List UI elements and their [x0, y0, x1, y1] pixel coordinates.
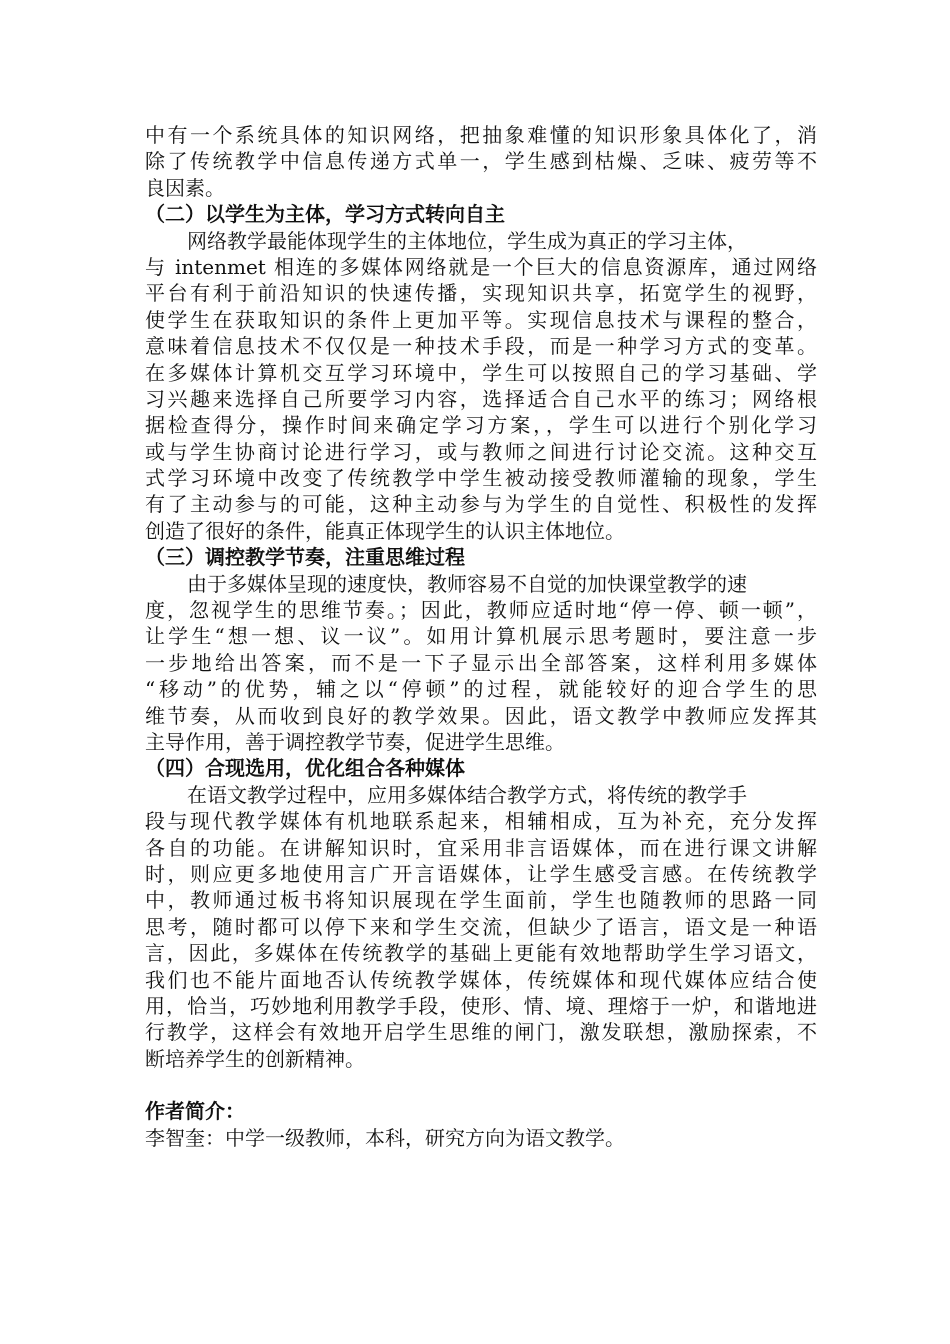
- paragraph-line: 各自的功能。在讲解知识时，宜采用非言语媒体，而在进行课文讲解: [145, 835, 817, 860]
- paragraph-line: 一步地给出答案，而不是一下子显示出全部答案，这样利用多媒体: [145, 650, 817, 675]
- paragraph-line: 维节奏，从而收到良好的教学效果。因此，语文教学中教师应发挥其: [145, 703, 817, 728]
- paragraph-line: 使学生在获取知识的条件上更加平等。实现信息技术与课程的整合，: [145, 307, 817, 332]
- section-4: [145, 755, 817, 1072]
- paragraph-line: 平台有利于前沿知识的快速传播，实现知识共享，拓宽学生的视野，: [145, 281, 817, 306]
- paragraph-line: 有了主动参与的可能，这种主动参与为学生的自觉性、积极性的发挥: [145, 492, 817, 517]
- paragraph-line: 时，则应更多地使用言广开言语媒体，让学生感受言感。在传统教学: [145, 861, 817, 886]
- paragraph-line: 行教学，这样会有效地开启学生思维的闸门，激发联想，激励探索，不: [145, 1020, 817, 1045]
- paragraph-line: 网络教学最能体现学生的主体地位，学生成为真正的学习主体，: [187, 228, 747, 253]
- paragraph-line: 式学习环境中改变了传统教学中学生被动接受教师灌输的现象，学生: [145, 466, 817, 491]
- paragraph-line: 度，忽视学生的思维节奏。；因此，教师应适时地“停一停、顿一顿”，: [145, 598, 817, 623]
- paragraph-line: 用，恰当，巧妙地利用教学手段，使形、情、境、理熔于一炉，和谐地进: [145, 993, 817, 1018]
- paragraph-line: 段与现代教学媒体有机地联系起来，相辅相成，互为补充，充分发挥: [145, 809, 817, 834]
- section-heading: （四）合现选用，优化组合各种媒体: [145, 756, 465, 781]
- section-2: [145, 201, 817, 544]
- paragraph-line: 断培养学生的创新精神。: [145, 1046, 365, 1071]
- document-page: [145, 122, 817, 1151]
- paragraph-line: 让学生“想一想、议一议”。如用计算机展示思考题时，要注意一步: [145, 624, 817, 649]
- section-heading: （三）调控教学节奏，注重思维过程: [145, 545, 465, 570]
- blank-line: [145, 1072, 817, 1098]
- intro-paragraph: [145, 122, 817, 201]
- paragraph-line: 或与学生协商讨论进行学习，或与教师之间进行讨论交流。这种交互: [145, 439, 817, 464]
- paragraph-line: 思考，随时都可以停下来和学生交流，但缺少了语言，语文是一种语: [145, 914, 817, 939]
- paragraph-line: 在语文教学过程中，应用多媒体结合教学方式，将传统的教学手: [187, 782, 747, 807]
- author-text: 李智奎：中学一级教师，本科，研究方向为语文教学。: [145, 1125, 625, 1150]
- paragraph-line: 据检查得分，操作时间来确定学习方案，，学生可以进行个别化学习: [145, 413, 817, 438]
- paragraph-line: 良因素。: [145, 175, 225, 200]
- paragraph-line: 除了传统教学中信息传递方式单一，学生感到枯燥、乏味、疲劳等不: [145, 149, 817, 174]
- paragraph-line: 中，教师通过板书将知识展现在学生面前，学生也随教师的思路一同: [145, 888, 817, 913]
- paragraph-line: 由于多媒体呈现的速度快，教师容易不自觉的加快课堂教学的速: [187, 571, 747, 596]
- paragraph-line: 创造了很好的条件，能真正体现学生的认识主体地位。: [145, 518, 625, 543]
- paragraph-line: 我们也不能片面地否认传统教学媒体，传统媒体和现代媒体应结合使: [145, 967, 817, 992]
- paragraph-line: 习兴趣来选择自己所要学习内容，选择适合自己水平的练习；网络根: [145, 386, 817, 411]
- author-heading: 作者简介：: [145, 1099, 245, 1124]
- paragraph-line: “移动”的优势，辅之以“停顿”的过程，就能较好的迎合学生的思: [145, 677, 817, 702]
- section-3: [145, 544, 817, 755]
- paragraph-line: 主导作用，善于调控教学节奏，促进学生思维。: [145, 729, 565, 754]
- section-heading: （二）以学生为主体，学习方式转向自主: [145, 202, 505, 227]
- author-info: [145, 1098, 817, 1151]
- paragraph-line: 言，因此，多媒体在传统教学的基础上更能有效地帮助学生学习语文，: [145, 941, 817, 966]
- paragraph-line: 中有一个系统具体的知识网络，把抽象难懂的知识形象具体化了，消: [145, 123, 817, 147]
- paragraph-line: 与 intenmet 相连的多媒体网络就是一个巨大的信息资源库，通过网络: [145, 254, 817, 279]
- paragraph-line: 在多媒体计算机交互学习环境中，学生可以按照自己的学习基础、学: [145, 360, 817, 385]
- paragraph-line: 意味着信息技术不仅仅是一种技术手段，而是一种学习方式的变革。: [145, 334, 817, 359]
